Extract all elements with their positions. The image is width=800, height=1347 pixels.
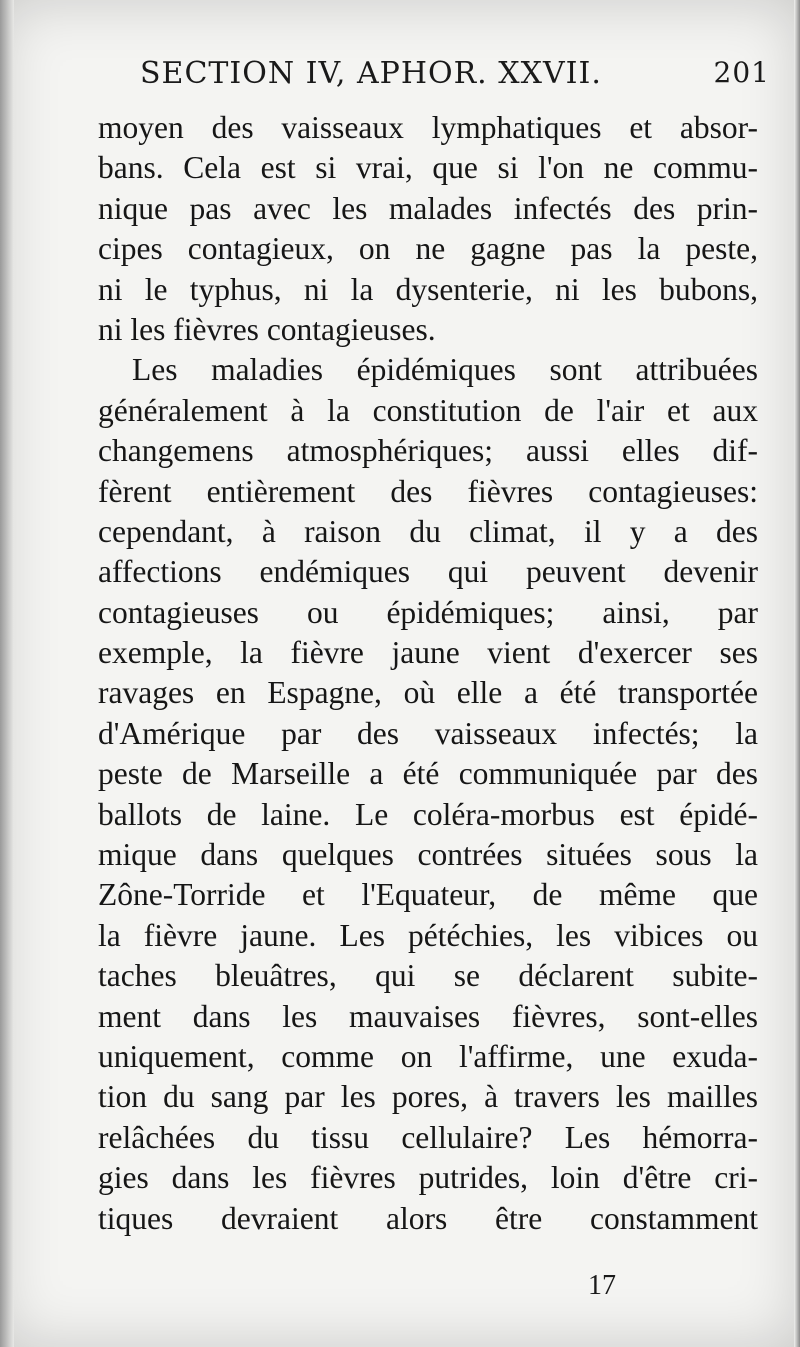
text-line: tion du sang par les pores, à travers les mailles	[98, 1079, 758, 1115]
text-line: tiques devraient alors être constamment	[98, 1200, 758, 1236]
running-head	[140, 56, 770, 100]
text-line: nique pas avec les malades infectés des prin-	[98, 190, 758, 226]
text-line: bans. Cela est si vrai, que si l'on ne commu-	[98, 150, 758, 186]
text-line: Zône-Torride et l'Equateur, de même que	[98, 877, 758, 913]
text-line: ment dans les mauvaises fièvres, sont-elles	[98, 998, 758, 1034]
text-line: la fièvre jaune. Les pétéchies, les vibices ou	[98, 917, 758, 953]
text-line: ravages en Espagne, où elle a été transportée	[98, 675, 758, 711]
text-line: changemens atmosphériques; aussi elles dif-	[98, 433, 758, 469]
text-line: relâchées du tissu cellulaire? Les hémorra-	[98, 1119, 758, 1155]
text-line: d'Amérique par des vaisseaux infectés; la	[98, 715, 758, 751]
page-number: 201	[713, 56, 770, 89]
text-line: généralement à la constitution de l'air et aux	[98, 392, 758, 428]
text-line: fèrent entièrement des fièvres contagieuses:	[98, 473, 758, 509]
text-line: ballots de laine. Le coléra-morbus est épidé-	[98, 796, 758, 832]
text-line: taches bleuâtres, qui se déclarent subite-	[98, 958, 758, 994]
text-line: uniquement, comme on l'affirme, une exuda-	[98, 1038, 758, 1074]
body-text	[98, 108, 758, 1239]
text-line: Les maladies épidémiques sont attribuées	[132, 352, 758, 388]
text-line: contagieuses ou épidémiques; ainsi, par	[98, 594, 758, 630]
text-line: cipes contagieux, on ne gagne pas la peste,	[98, 231, 758, 267]
signature-mark: 17	[588, 1270, 616, 1301]
text-line: mique dans quelques contrées situées sous la	[98, 837, 758, 873]
text-line: peste de Marseille a été communiquée par des	[98, 756, 758, 792]
text-line: exemple, la fièvre jaune vient d'exercer ses	[98, 635, 758, 671]
text-line: cependant, à raison du climat, il y a des	[98, 513, 758, 549]
text-line: gies dans les fièvres putrides, loin d'être cri-	[98, 1160, 758, 1196]
text-line: moyen des vaisseaux lymphatiques et absor-	[98, 110, 758, 145]
text-line: affections endémiques qui peuvent devenir	[98, 554, 758, 590]
text-line: ni le typhus, ni la dysenterie, ni les bubons,	[98, 271, 758, 307]
section-title: SECTION IV, APHOR. XXVII.	[140, 56, 602, 91]
text-line: ni les fièvres contagieuses.	[98, 311, 436, 347]
